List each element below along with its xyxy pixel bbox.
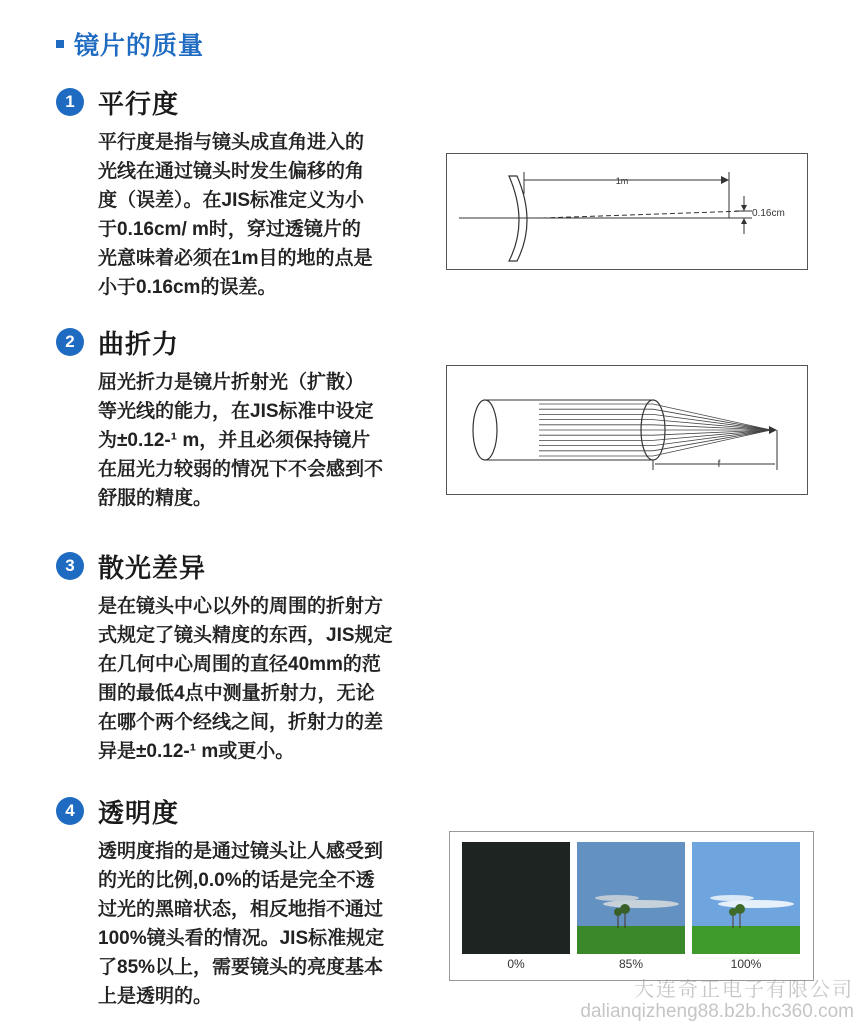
body-line: 度（误差）。在JIS标准定义为小 [98,190,365,211]
section-number-badge: 1 [56,88,84,116]
body-line: 屈光折力是镜片折射光（扩散） [98,372,365,393]
converging-ray [653,420,771,430]
section-number-badge: 3 [56,552,84,580]
offset-arrowhead-bottom [741,218,747,224]
body-line: 于0.16cm/ m时，穿过透镜片的 [98,219,361,240]
section-body [98,592,436,766]
section-number-badge: 4 [56,797,84,825]
photo-85-percent [577,842,685,954]
body-line: 是在镜头中心以外的周围的折射方 [98,596,384,617]
converging-ray [653,430,771,440]
section-title: 透明度 [98,797,180,828]
body-line: 等光线的能力，在JIS标准中设定 [98,401,374,422]
focal-point [769,426,777,434]
body-line: 围的最低4点中测量折射力，无论 [98,683,375,704]
watermark-url: dalianqizheng88.b2b.hc360.com [580,1001,854,1022]
section-title: 曲折力 [98,328,180,359]
converging-ray [653,409,771,430]
body-line: 过光的黑暗状态，相反地指不通过 [98,899,384,920]
watermark [580,980,854,1022]
body-line: 舒服的精度。 [98,488,213,509]
body-line: 光线在通过镜头时发生偏移的角 [98,161,365,182]
section-parallelism [56,84,436,302]
body-line: 了85%以上，需要镜头的亮度基本 [98,957,384,978]
page-title [56,26,204,62]
converging-ray [653,430,771,451]
body-line: 小于0.16cm的误差。 [98,277,277,298]
body-line: 在哪个两个经线之间，折射力的差 [98,712,384,733]
photo-label: 85% [618,957,644,971]
body-line: 式规定了镜头精度的东西，JIS规定 [98,625,393,646]
section-body [98,837,436,1011]
darkening-overlay [462,842,570,954]
section-transparency [56,793,436,1011]
section-refractive-power [56,324,436,513]
body-line: 在屈光力较弱的情况下不会感到不 [98,459,384,480]
section-body [98,128,436,302]
parallel-rays [539,404,653,456]
distance-arrowhead [721,176,729,184]
section-astigmatism-difference [56,548,436,766]
offset-arrowhead-top [741,205,747,211]
title-bullet [56,40,64,48]
body-line: 光意味着必须在1m目的地的点是 [98,248,373,269]
body-line: 透明度指的是通过镜头让人感受到 [98,841,384,862]
converging-rays [653,404,771,456]
section-body [98,368,436,513]
section-number-badge: 2 [56,328,84,356]
body-line: 上是透明的。 [98,986,213,1007]
photo-label: 100% [730,957,762,971]
body-line: 100%镜头看的情况。JIS标准规定 [98,928,385,949]
photo-0-percent [462,842,570,954]
body-line: 在几何中心周围的直径40mm的范 [98,654,381,675]
watermark-company: 大连奇正电子有限公司 [634,979,854,1001]
body-line: 的光的比例,0.0%的话是完全不透 [98,870,375,891]
body-line: 异是±0.12-¹ m或更小。 [98,741,295,762]
refraction-diagram [446,365,808,495]
deviated-ray [542,211,745,218]
page-title-text: 镜片的质量 [74,32,205,60]
focal-label: f [717,459,721,470]
photo-label: 0% [507,957,525,971]
entry-lens-ellipse [473,400,497,460]
offset-label: 0.16cm [752,208,785,219]
body-line: 平行度是指与镜头成直角进入的 [98,132,365,153]
transparency-photo-panel [449,831,814,981]
photo-100-percent [692,842,800,954]
distance-label: 1m [615,176,629,186]
section-title: 平行度 [98,88,180,119]
section-title: 散光差异 [98,552,207,583]
body-line: 为±0.12-¹ m，并且必须保持镜片 [98,430,371,451]
darkening-overlay [577,842,685,954]
parallelism-diagram [446,153,808,270]
